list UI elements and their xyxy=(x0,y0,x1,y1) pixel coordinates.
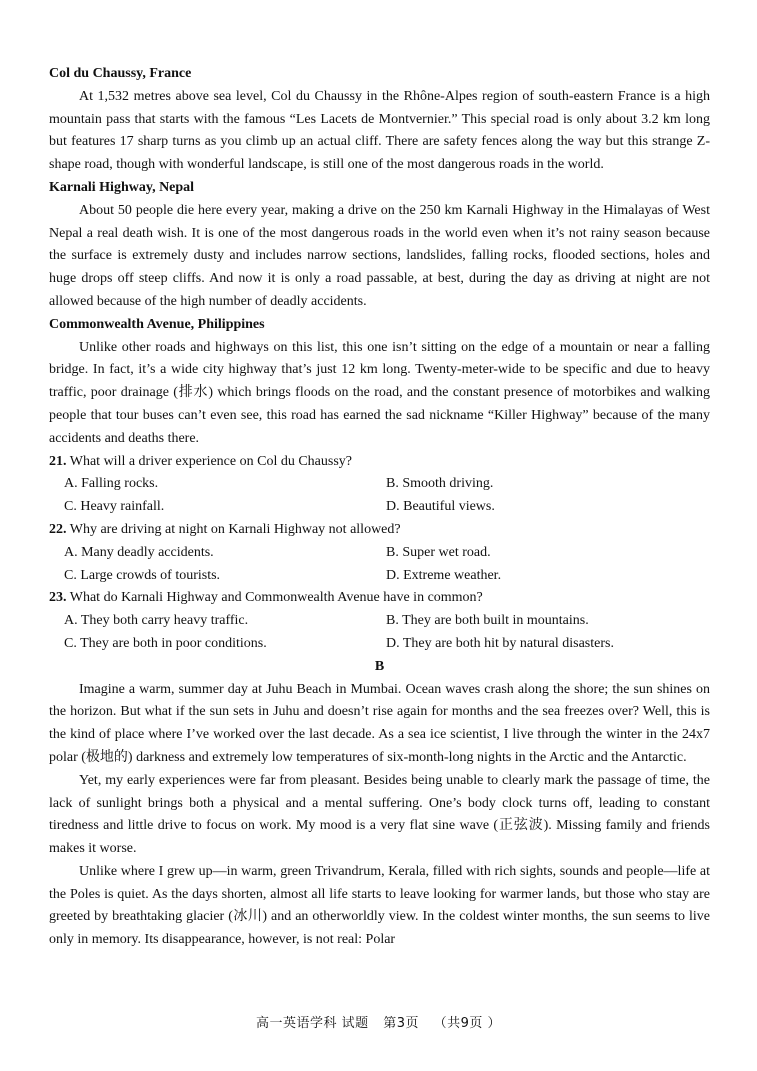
option-a: A. Falling rocks. xyxy=(64,476,159,492)
road-heading: Karnali Highway, Nepal xyxy=(49,179,195,195)
question-number: 23. xyxy=(49,590,67,606)
option-d: D. Extreme weather. xyxy=(386,567,502,583)
footer-page-number: 第3页 xyxy=(383,1016,419,1031)
road-section-0 xyxy=(49,63,710,177)
section-title: B xyxy=(374,658,385,674)
passage-paragraph: Imagine a warm, summer day at Juhu Beach in Mumbai. Ocean waves crash along the shore; the sun shines on the horizon. But what if the sun sets in Juhu and doesn’t rise again for months and the sea freezes over? Well, this is the kind of place where I’ve worked over the last decade. As a sea ice scientist, I live through the winter in the 24x7 polar (极地的) darkness and extremely low temperatures of six-month-long nights in the Arctic and the Antarctic. xyxy=(49,681,710,765)
option-c: C. Heavy rainfall. xyxy=(64,499,165,515)
road-section-1 xyxy=(49,177,710,314)
road-section-2 xyxy=(49,314,710,451)
option-b: B. They are both built in mountains. xyxy=(386,613,589,629)
question-22 xyxy=(49,519,710,587)
question-number: 21. xyxy=(49,453,67,469)
road-description: About 50 people die here every year, making a drive on the 250 km Karnali Highway in the Himalayas of West Nepal a real death wish. It is one of the most dangerous roads in the world even when it’s not rainy season because the surface is extremely dusty and includes narrow sections, landslides, falling rocks, flooded sections, holes and huge drops off steep cliffs. And now it is only a road passable, at best, during the day as driving at night are not allowed because of the high number of deadly accidents. xyxy=(49,202,710,309)
page-footer xyxy=(0,1013,757,1036)
exam-page xyxy=(49,63,710,952)
passage-paragraph: Yet, my early experiences were far from pleasant. Besides being unable to clearly mark the passage of time, the lack of sunlight brings both a physical and a mental suffering. One’s body clock turns off, leading to constant tiredness and little drive to focus on work. My mood is a very flat sine wave (正弦波). Missing family and friends makes it worse. xyxy=(49,772,710,857)
answer-options xyxy=(49,542,710,588)
option-c: C. Large crowds of tourists. xyxy=(64,567,221,583)
question-text: What do Karnali Highway and Commonwealth Avenue have in common? xyxy=(69,590,483,606)
option-a: A. Many deadly accidents. xyxy=(64,544,214,560)
answer-options xyxy=(49,610,710,656)
question-23 xyxy=(49,587,710,655)
road-description: Unlike other roads and highways on this list, this one isn’t sitting on the edge of a mountain or near a falling bridge. In fact, it’s a wide city highway that’s just 12 km long. Twenty-meter-wide to be specific and due to heavy traffic, poor drainage (排水) which brings floods on the road, and the constant presence of motorbikes and walking people that tour buses can’t even see, this road has earned the sad nickname “Killer Highway” because of the many accidents and deaths there. xyxy=(49,339,710,446)
question-text: Why are driving at night on Karnali Highway not allowed? xyxy=(69,521,401,537)
option-b: B. Smooth driving. xyxy=(386,476,494,492)
answer-options xyxy=(49,473,710,519)
question-21 xyxy=(49,451,710,519)
road-heading: Col du Chaussy, France xyxy=(49,66,192,81)
road-heading: Commonwealth Avenue, Philippines xyxy=(49,316,265,332)
option-d: D. Beautiful views. xyxy=(386,499,495,515)
option-b: B. Super wet road. xyxy=(386,544,491,560)
passage-paragraph: Unlike where I grew up—in warm, green Trivandrum, Kerala, filled with rich sights, sounds and people—life at the Poles is quiet. As the days shorten, almost all life starts to leave looking for warmer lands, but those who stay are greeted by breathtaking glacier (冰川) and an otherworldly view. In the coldest winter months, the sun seems to live only in memory. Its disappearance, however, is not real: Polar xyxy=(49,863,710,948)
option-c: C. They are both in poor conditions. xyxy=(64,635,267,651)
footer-total-pages: （共9页 ） xyxy=(433,1016,502,1031)
option-d: D. They are both hit by natural disasters. xyxy=(386,635,614,651)
question-number: 22. xyxy=(49,521,67,537)
footer-subject: 高一英语学科 试题 xyxy=(255,1016,369,1031)
question-text: What will a driver experience on Col du Chaussy? xyxy=(69,453,352,469)
road-description: At 1,532 metres above sea level, Col du Chaussy in the Rhône-Alpes region of south-eastern France is a high mountain pass that starts with the famous “Les Lacets de Montvernier.” This special road is only about 3.2 km long but features 17 sharp turns as you climb up an actual cliff. There are safety fences along the way but this strange Z-shape road, though with wonderful landscape, is still one of the most dangerous roads in the world. xyxy=(49,88,710,173)
option-a: A. They both carry heavy traffic. xyxy=(64,613,249,629)
